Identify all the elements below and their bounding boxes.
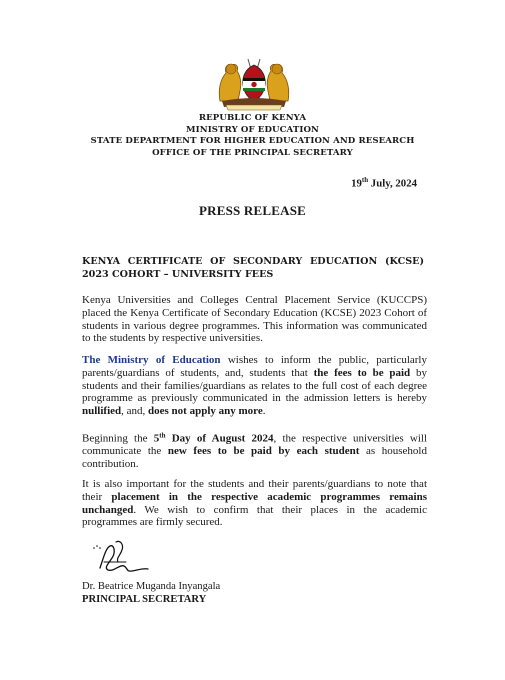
release-date: 19th July, 2024	[351, 176, 417, 190]
signatory-title: PRINCIPAL SECRETARY	[82, 594, 207, 605]
letterhead	[0, 113, 505, 159]
paragraph-new-fees: Beginning the 5th Day of August 2024, the respective universities will communicate the new fees to be paid by each student as household contribution.	[82, 431, 428, 471]
letterhead-state-department: STATE DEPARTMENT FOR HIGHER EDUCATION AND RESEARCH	[90, 136, 415, 146]
letterhead-office: OFFICE OF THE PRINCIPAL SECRETARY	[152, 147, 353, 158]
signature-icon	[86, 538, 156, 578]
letterhead-ministry: MINISTRY OF EDUCATION	[186, 124, 319, 135]
paragraph-placement-unchanged: It is also important for the students and their parents/guardians to note that their placement in the respective academic programmes remains unchanged. We wish to confirm that their places in the academic programmes are firmly secured.	[82, 478, 427, 529]
paragraph-fees-nullified: The Ministry of Education wishes to inform the public, particularly parents/guardians of students, and, students that the fees to be paid by students and their families/guardians as relates to the full cost of each degree programme as previously communicated in the admission letters is hereby nullified, and, does not apply any more.	[82, 354, 427, 418]
kenya-coat-of-arms-icon	[212, 55, 296, 113]
signatory-name: Dr. Beatrice Muganda Inyangala	[82, 581, 221, 592]
paragraph-placement-info: Kenya Universities and Colleges Central Placement Service (KUCCPS) placed the Kenya Certificate of Secondary Education (KCSE) 2023 Cohort of students in various degree programmes. This information was communicated to the students by respective universities.	[82, 294, 427, 345]
letterhead-republic: REPUBLIC OF KENYA	[198, 113, 307, 123]
subject-heading: KENYA CERTIFICATE OF SECONDARY EDUCATION (KCSE) 2023 COHORT – UNIVERSITY FEES	[82, 256, 424, 280]
press-release-title: PRESS RELEASE	[199, 203, 306, 218]
